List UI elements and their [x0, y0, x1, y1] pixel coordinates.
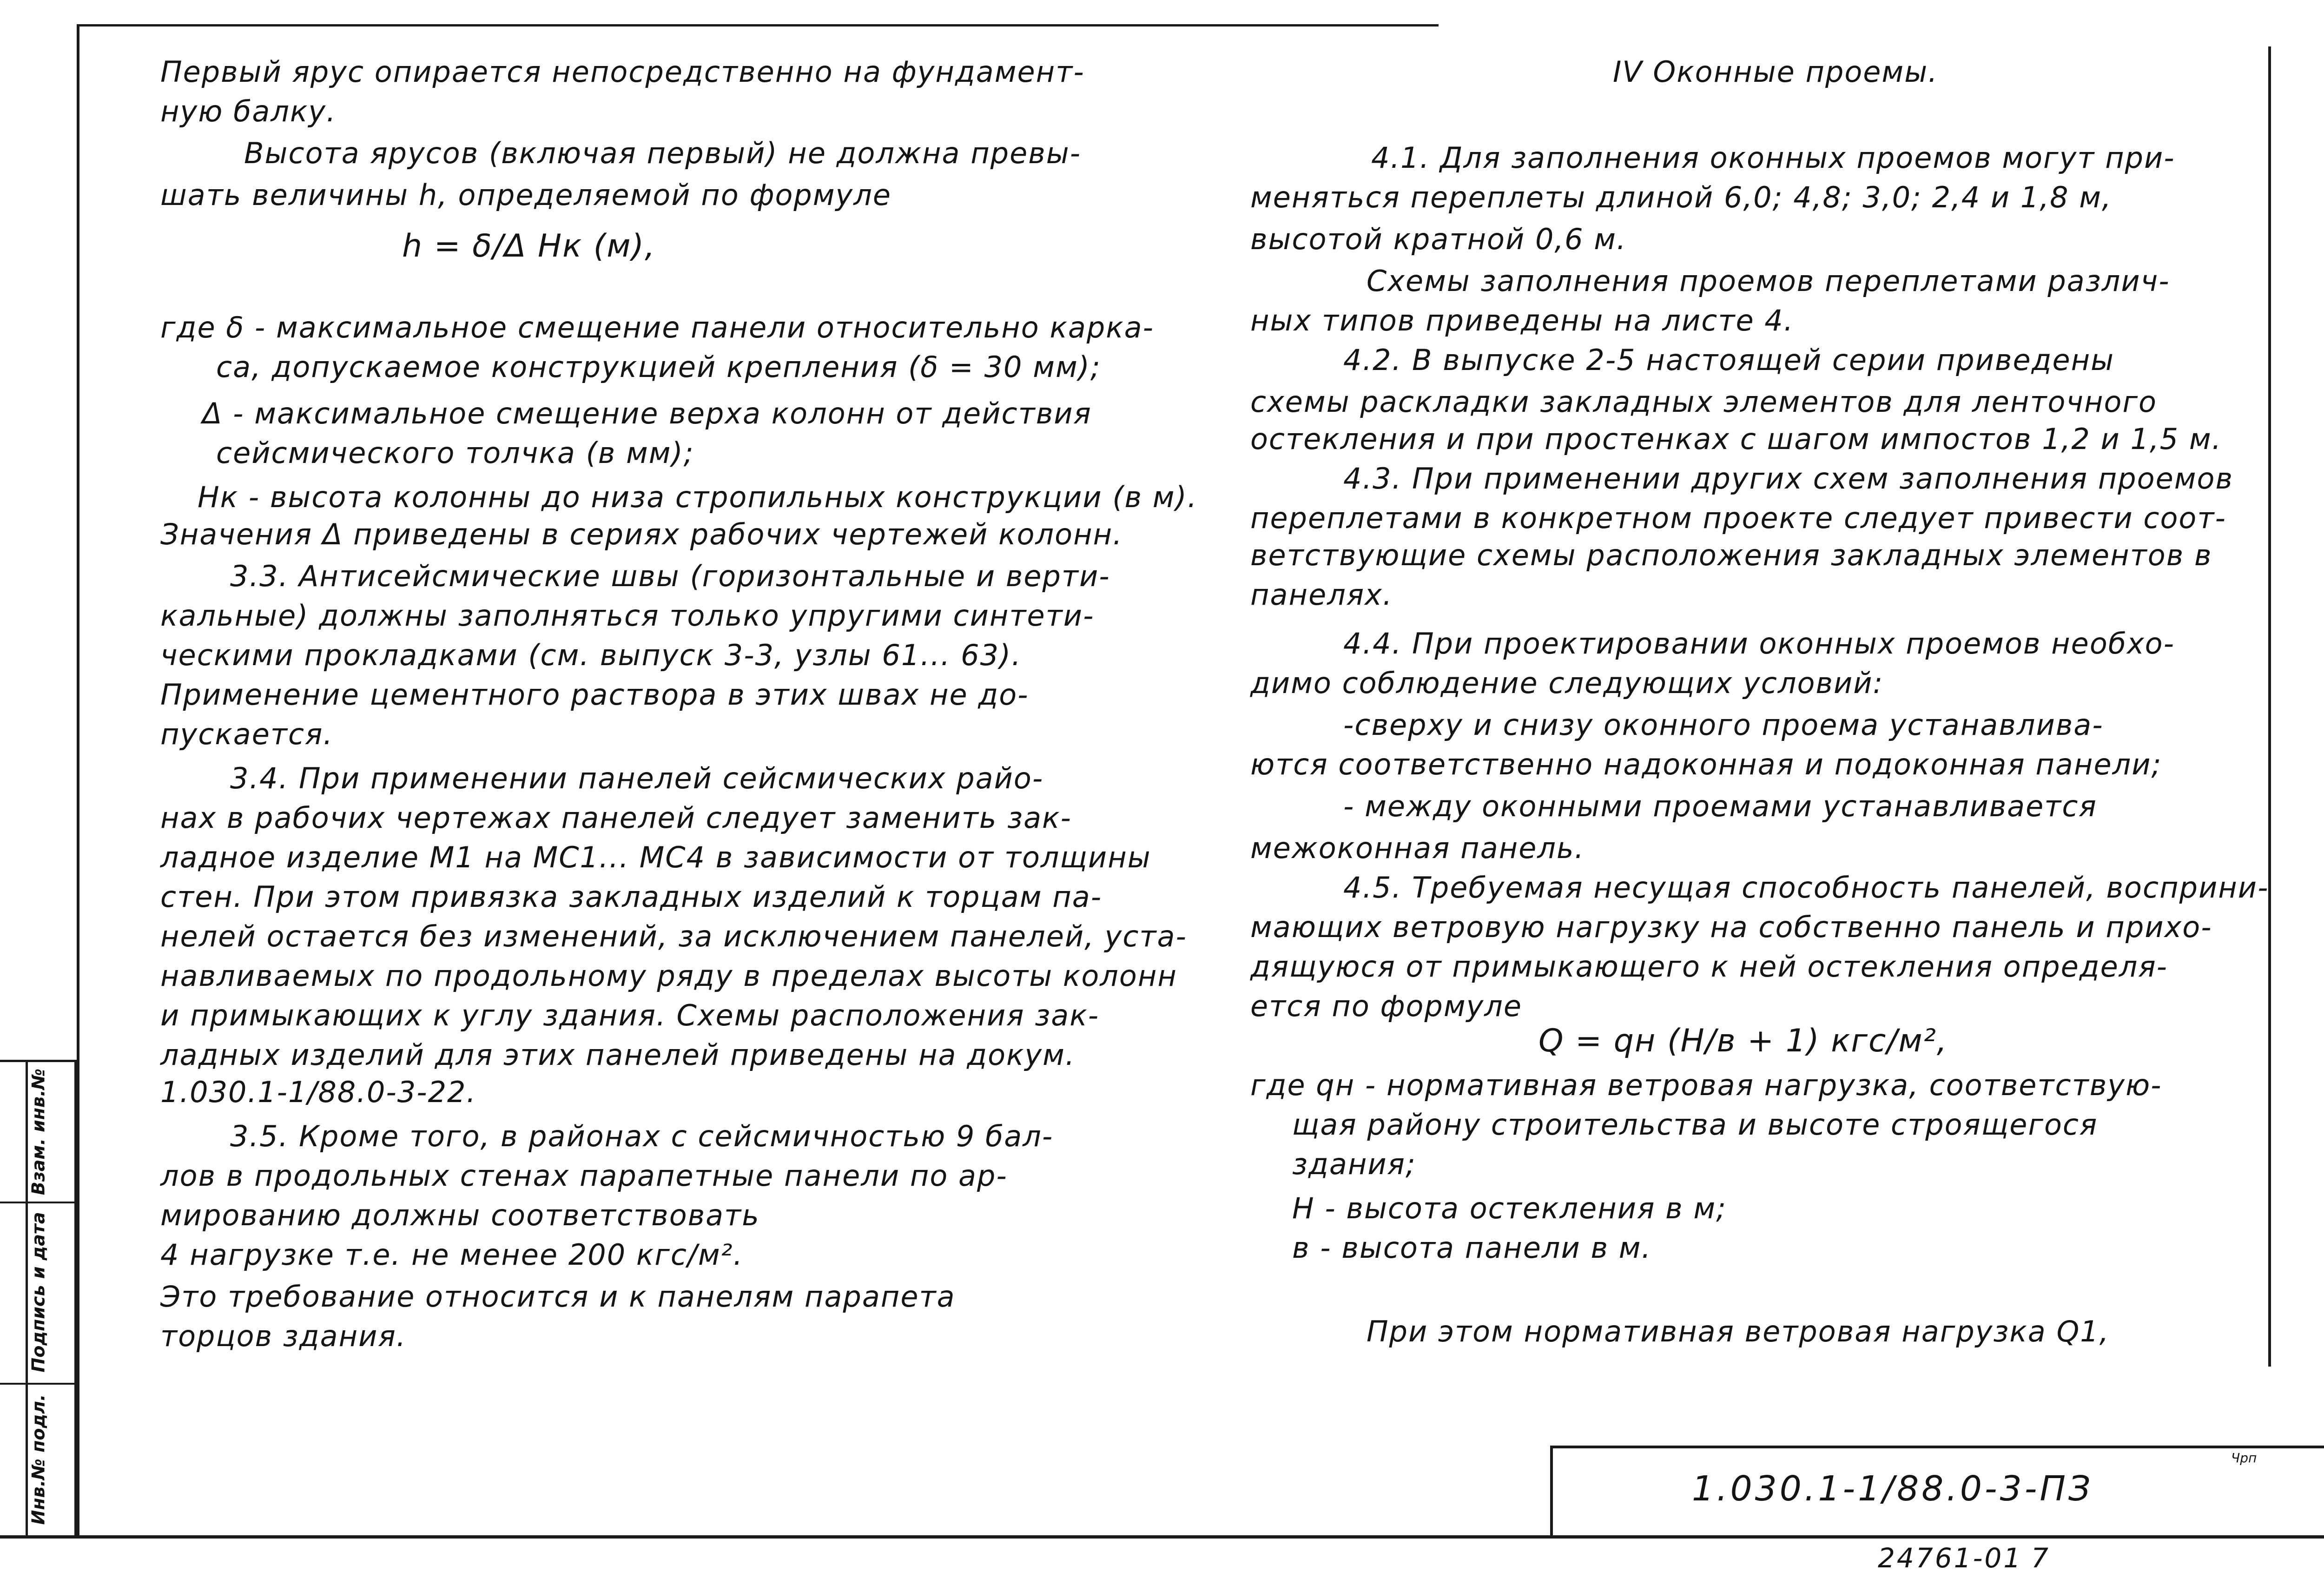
side-stamp-label: Взам. инв.№: [28, 1068, 49, 1195]
stamp-top-line: [1550, 1446, 2324, 1448]
text-line: высотой кратной 0,6 м.: [1250, 222, 1627, 256]
text-line: 4.5. Требуемая несущая способность панелей, восприни-: [1343, 871, 2269, 905]
text-line: ную балку.: [160, 94, 337, 128]
text-line: где qн - нормативная ветровая нагрузка, соответствую-: [1250, 1068, 2162, 1102]
text-line: шать величины h, определяемой по формуле: [160, 178, 891, 212]
side-stamp: [0, 1060, 77, 1536]
text-line: 4 нагрузке т.е. не менее 200 кгс/м².: [160, 1238, 744, 1272]
formula-q: Q = qн (H/в + 1) кгс/м²,: [1538, 1023, 1948, 1059]
frame-right-line: [2268, 46, 2271, 1367]
text-line: ются соответственно надоконная и подоконная панели;: [1250, 747, 2162, 781]
text-line: где δ - максимальное смещение панели относительно карка-: [160, 310, 1155, 344]
text-line: димо соблюдение следующих условий:: [1250, 666, 1884, 700]
text-line: ладное изделие М1 на МС1... МС4 в зависимости от толщины: [160, 840, 1151, 874]
text-line: ческими прокладками (см. выпуск 3-3, узлы 61... 63).: [160, 638, 1022, 672]
page-number: 7: [2031, 1542, 2048, 1574]
text-line: навливаемых по продольному ряду в пределах высоты колонн: [160, 959, 1177, 993]
text-line: остекления и при простенках с шагом импостов 1,2 и 1,5 м.: [1250, 422, 2222, 456]
text-line: стен. При этом привязка закладных изделий к торцам па-: [160, 880, 1103, 914]
text-line: 1.030.1-1/88.0-3-22.: [160, 1075, 477, 1109]
text-line: нах в рабочих чертежах панелей следует заменить зак-: [160, 801, 1072, 835]
text-line: лов в продольных стенах парапетные панели по ар-: [160, 1159, 1008, 1193]
text-line: 4.3. При применении других схем заполнения проемов: [1343, 462, 2233, 495]
text-line: 3.5. Кроме того, в районах с сейсмичностью 9 бал-: [230, 1119, 1054, 1153]
text-line: 4.4. При проектировании оконных проемов необхо-: [1343, 627, 2175, 660]
formula-h: h = δ/Δ Hк (м),: [402, 228, 656, 264]
side-stamp-label: Подпись и дата: [28, 1212, 49, 1373]
document-code: 1.030.1-1/88.0-3-ПЗ: [1692, 1469, 2093, 1509]
text-line: Высота ярусов (включая первый) не должна превы-: [244, 136, 1082, 170]
text-line: пускается.: [160, 717, 334, 751]
text-line: мающих ветровую нагрузку на собственно панель и прихо-: [1250, 910, 2212, 944]
text-line: здания;: [1292, 1147, 1416, 1181]
text-line: щая району строительства и высоте строящегося: [1292, 1108, 2098, 1142]
text-line: мированию должны соответствовать: [160, 1198, 760, 1232]
text-line: 4.1. Для заполнения оконных проемов могут при-: [1371, 141, 2175, 175]
text-line: ладных изделий для этих панелей приведены на докум.: [160, 1038, 1076, 1072]
text-line: сейсмического толчка (в мм);: [216, 436, 694, 470]
text-line: и примыкающих к углу здания. Схемы расположения зак-: [160, 998, 1100, 1032]
text-line: Значения Δ приведены в сериях рабочих чертежей колонн.: [160, 517, 1123, 551]
text-line: H - высота остекления в м;: [1292, 1191, 1727, 1225]
text-line: кальные) должны заполняться только упругими синтети-: [160, 599, 1095, 633]
text-line: панелях.: [1250, 578, 1393, 612]
text-line: нелей остается без изменений, за исключением панелей, уста-: [160, 919, 1187, 953]
text-line: схемы раскладки закладных элементов для ленточного: [1250, 385, 2157, 419]
text-line: в - высота панели в м.: [1292, 1231, 1652, 1265]
text-line: 3.4. При применении панелей сейсмических райо-: [230, 761, 1044, 795]
text-line: ветствующие схемы расположения закладных элементов в: [1250, 538, 2212, 572]
text-line: переплетами в конкретном проекте следует привести соот-: [1250, 501, 2226, 535]
side-stamp-label: Инв.№ подл.: [28, 1394, 49, 1525]
text-line: торцов здания.: [160, 1319, 407, 1353]
text-line: - между оконными проемами устанавливается: [1343, 789, 2097, 823]
text-line: Схемы заполнения проемов переплетами различ-: [1367, 264, 2170, 298]
inventory-number: 24761-01: [1878, 1542, 2023, 1574]
text-line: Δ - максимальное смещение верха колонн от действия: [202, 396, 1092, 430]
text-line: межоконная панель.: [1250, 831, 1585, 865]
text-line: ется по формуле: [1250, 989, 1523, 1023]
frame-left-line: [77, 24, 79, 1537]
frame-top-line: [77, 24, 1439, 26]
stamp-left-line: [1550, 1446, 1553, 1537]
text-line: са, допускаемое конструкцией крепления (δ = 30 мм);: [216, 350, 1101, 384]
text-line: -сверху и снизу оконного проема устанавлива-: [1343, 708, 2104, 742]
text-line: 3.3. Антисейсмические швы (горизонтальные и верти-: [230, 559, 1110, 593]
text-line: меняться переплеты длиной 6,0; 4,8; 3,0; 2,4 и 1,8 м,: [1250, 180, 2112, 214]
text-line: При этом нормативная ветровая нагрузка Q1,: [1367, 1314, 2110, 1348]
section-heading: IV Оконные проемы.: [1613, 55, 1938, 89]
format-mark: Чрп: [2231, 1450, 2257, 1466]
text-line: ных типов приведены на листе 4.: [1250, 304, 1794, 337]
text-line: Применение цементного раствора в этих швах не до-: [160, 678, 1029, 712]
frame-bottom-line: [0, 1535, 2324, 1539]
text-line: Это требование относится и к панелям парапета: [160, 1280, 956, 1314]
text-line: Первый ярус опирается непосредственно на фундамент-: [160, 55, 1085, 89]
text-line: дящуюся от примыкающего к ней остекления определя-: [1250, 950, 2168, 984]
text-line: 4.2. В выпуске 2-5 настоящей серии приведены: [1343, 343, 2115, 377]
text-line: Hк - высота колонны до низа стропильных конструкции (в м).: [198, 480, 1198, 514]
